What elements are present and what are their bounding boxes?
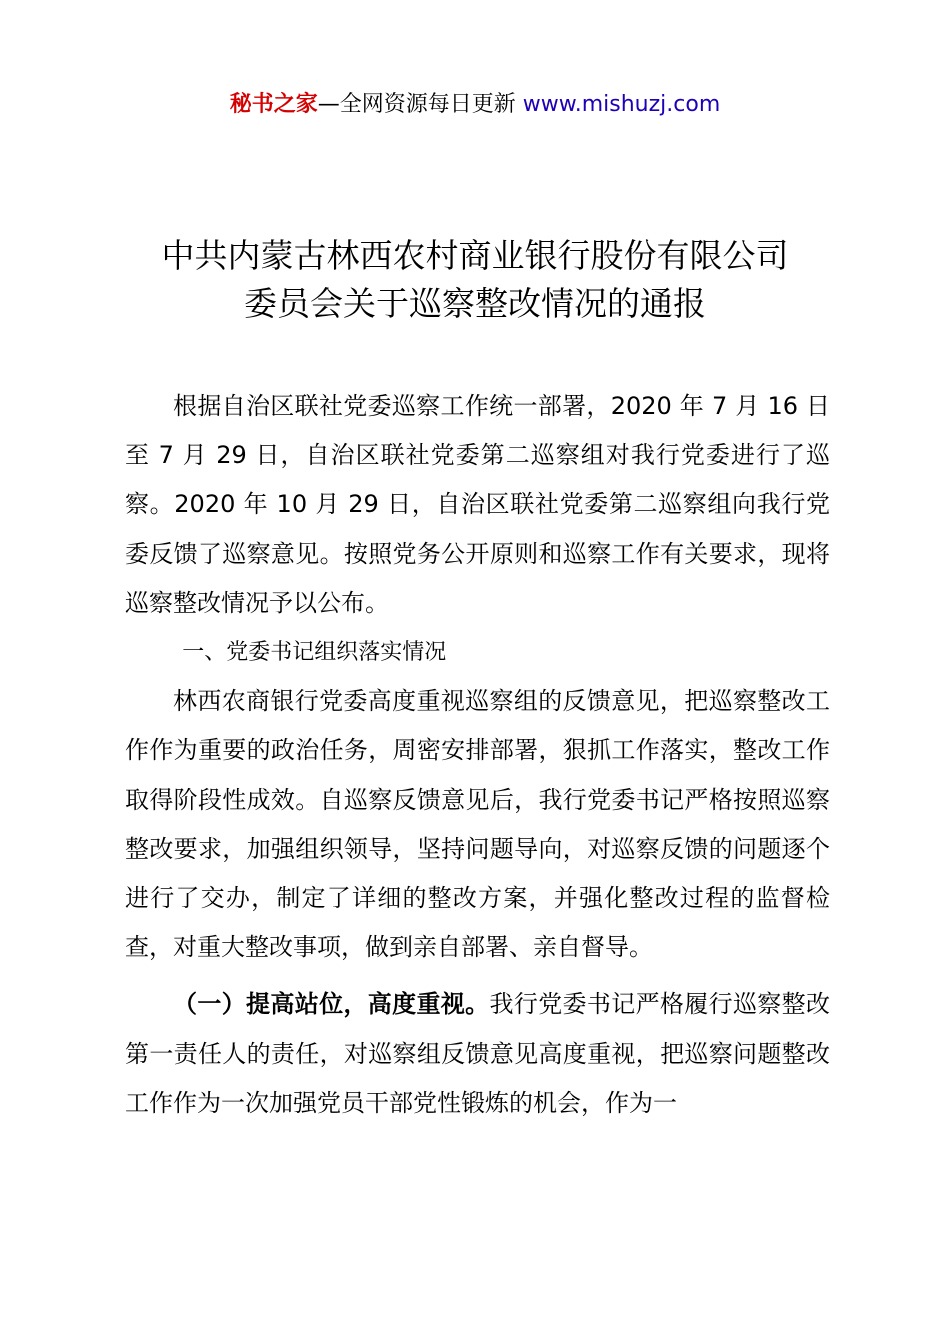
subsection-1-heading: （一）提高站位，高度重视。 <box>173 990 490 1019</box>
section-1-paragraph: 林西农商银行党委高度重视巡察组的反馈意见，把巡察整改工作作为重要的政治任务，周密安排部署，狠抓工作落实，整改工作取得阶段性成效。自巡察反馈意见后，我行党委书记严格按照巡察整改要求，加强组织领导，坚持问题导向，对巡察反馈的问题逐个进行了交办，制定了详细的整改方案，并强化整改过程的监督检查，对重大整改事项，做到亲自部署、亲自督导。 <box>125 687 830 962</box>
site-header <box>0 88 950 122</box>
site-slogan: —全网资源每日更新 <box>317 92 523 117</box>
document-title <box>0 232 950 328</box>
subsection-1-paragraph <box>125 980 830 1128</box>
document-body <box>125 382 830 1128</box>
title-line-2: 委员会关于巡察整改情况的通报 <box>244 284 706 323</box>
site-url-link[interactable]: www.mishuzj.com <box>522 92 721 117</box>
title-line-1: 中共内蒙古林西农村商业银行股份有限公司 <box>161 236 789 275</box>
section-1-heading: 一、党委书记组织落实情况 <box>182 640 447 666</box>
intro-paragraph: 根据自治区联社党委巡察工作统一部署，2020 年 7 月 16 日至 7 月 29 日，自治区联社党委第二巡察组对我行党委进行了巡察。2020 年 10 月 29 日，自治区联社党委第二巡察组向我行党委反馈了巡察意见。按照党务公开原则和巡察工作有关要求，现将巡察整改情况予以公布。 <box>125 392 830 617</box>
brand-name: 秘书之家 <box>229 92 318 117</box>
subsection-1-text: 我行党委书记严格履行巡察整改第一责任人的责任，对巡察组反馈意见高度重视，把巡察问题整改工作作为一次加强党员干部党性锻炼的机会，作为一 <box>125 990 830 1117</box>
